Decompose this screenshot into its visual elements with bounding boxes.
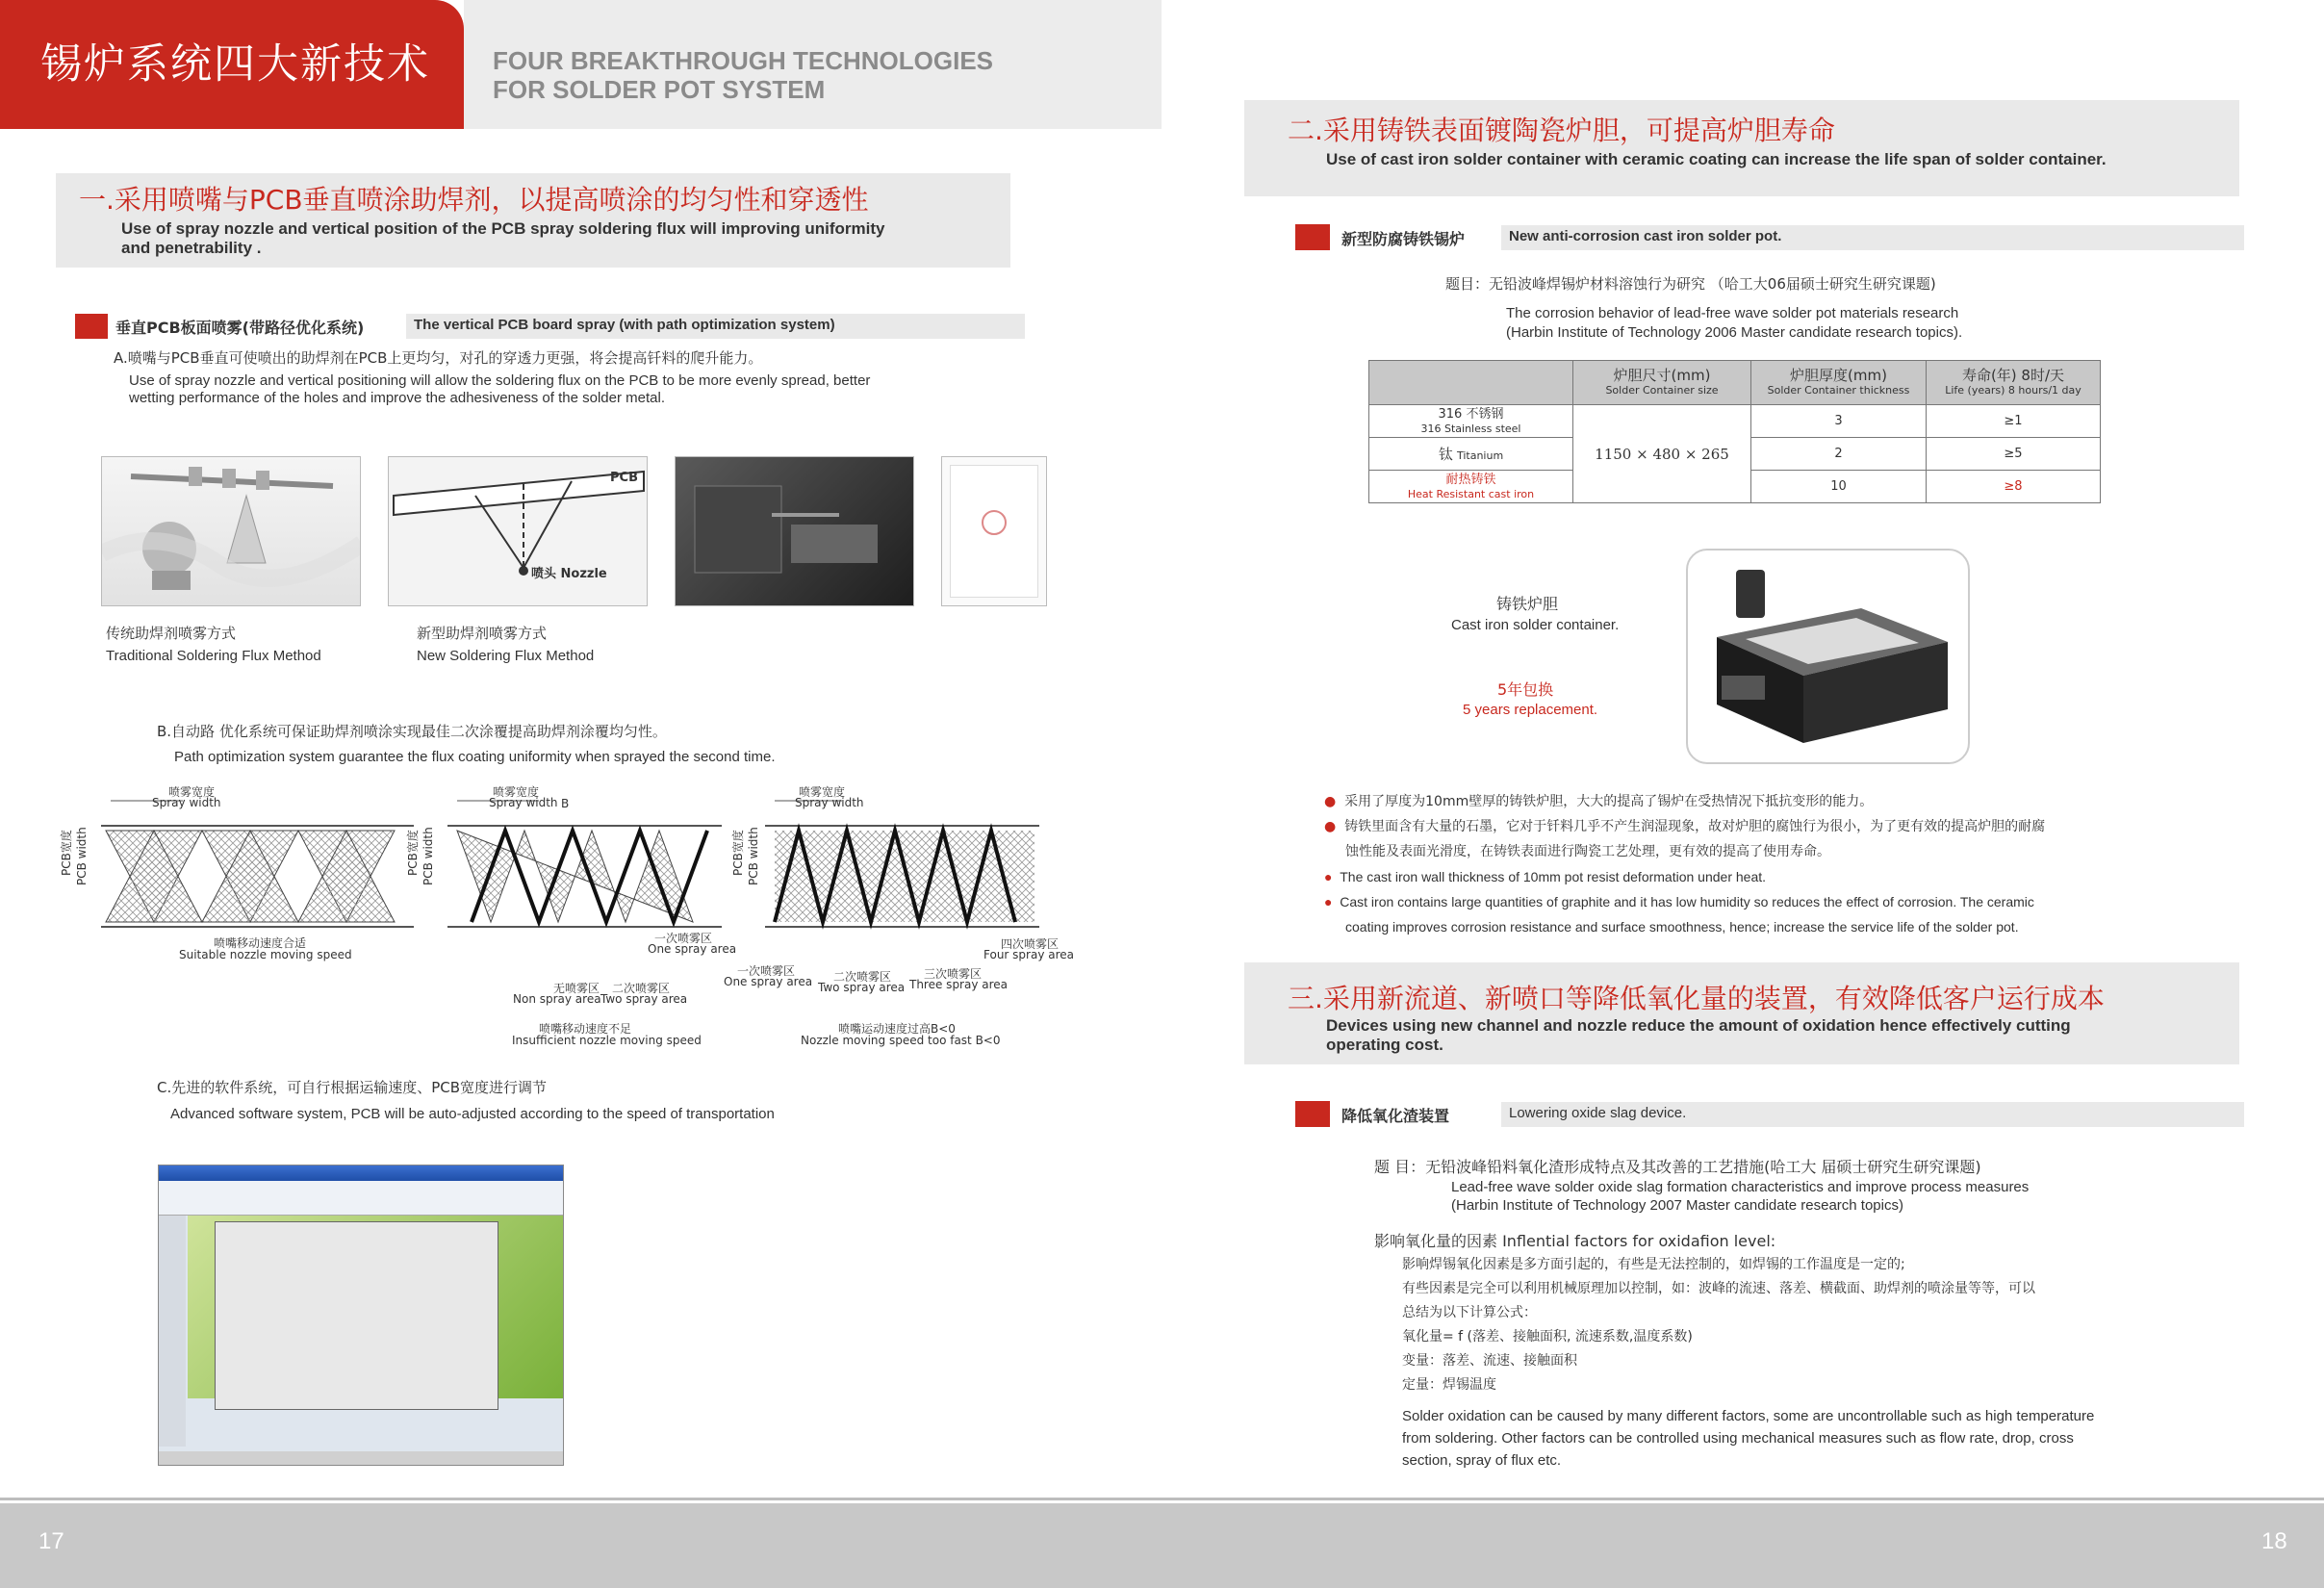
table-header-material	[1369, 361, 1573, 405]
row2-life: ≥5	[1927, 438, 2101, 471]
d3-two-spray-en: Two spray area	[818, 981, 906, 994]
d1-pcb-width-cn: PCB宽度	[60, 830, 73, 876]
footer-band	[0, 1503, 2324, 1588]
table-header-life	[1927, 361, 2101, 405]
table-header-size	[1573, 361, 1751, 405]
factor-line: 氧化量= f (落差、接触面积, 流速系数,温度系数)	[1402, 1329, 1693, 1345]
d2-caption-cn: 喷嘴移动速度不足	[539, 1022, 632, 1036]
page-title-en-line2: FOR SOLDER POT SYSTEM	[493, 75, 826, 104]
replacement-cn: 5年包换	[1497, 680, 1554, 699]
d3-pcb-width-cn: PCB宽度	[731, 830, 745, 876]
certificate-seal	[982, 510, 1007, 535]
patent-certificate-image	[941, 456, 1047, 606]
row3-material-cn: 耐热铸铁	[1445, 472, 1496, 487]
replacement-en: 5 years replacement.	[1463, 702, 1598, 718]
subsection-2-title-cn: 新型防腐铸铁锡炉	[1341, 230, 1466, 248]
size-header-en: Solder Container size	[1605, 383, 1719, 397]
section-2-heading: 二.采用铸铁表面镀陶瓷炉胆，可提高炉胆寿命	[1288, 115, 1835, 146]
bullet-text-3: 蚀性能及表面光滑度，在铸铁表面进行陶瓷工艺处理，更有效的提高了使用寿命。	[1345, 844, 1830, 859]
software-titlebar	[159, 1165, 563, 1181]
subsection-1-marker	[75, 314, 108, 339]
section-1-en-line2: and penetrability .	[121, 239, 262, 257]
subsection-1-title-en: The vertical PCB board spray (with path optimization system)	[414, 317, 835, 333]
software-statusbar	[159, 1451, 563, 1465]
d2-non-spray-cn: 无喷雾区	[553, 982, 600, 995]
bullet-text-1: 采用了厚度为10mm壁厚的铸铁炉胆，大大的提高了锡炉在受热情况下抵抗变形的能力。	[1344, 794, 1874, 809]
d1-spray-width-cn: 喷雾宽度	[168, 785, 216, 799]
size-header-cn: 炉胆尺寸(mm)	[1613, 366, 1711, 384]
subsection-2-marker	[1295, 224, 1330, 250]
d3-caption-cn: 喷嘴运动速度过高B<0	[838, 1022, 956, 1036]
d2-non-spray-en: Non spray area	[513, 992, 601, 1006]
d3-two-spray-cn: 二次喷雾区	[833, 970, 892, 984]
software-toolbar	[159, 1181, 563, 1216]
page-title-en-line1: FOUR BREAKTHROUGH TECHNOLOGIES	[493, 46, 993, 75]
d3-four-spray-cn: 四次喷雾区	[1001, 937, 1060, 951]
d3-spray-width-en: Spray width	[795, 796, 864, 809]
section-1-en-line1: Use of spray nozzle and vertical position of the PCB spray soldering flux will improving uniformity	[121, 219, 885, 238]
point-c-cn: C.先进的软件系统，可自行根据运输速度、PCB宽度进行调节	[157, 1079, 548, 1096]
section-2-en: Use of cast iron solder container with ceramic coating can increase the life span of solder container.	[1326, 150, 2107, 168]
new-caption-en: New Soldering Flux Method	[417, 648, 595, 664]
oxidation-paragraph-line3: section, spray of flux etc.	[1402, 1452, 1562, 1469]
section-3-en-line2: operating cost.	[1326, 1036, 1443, 1054]
subsection-3-title-en: Lowering oxide slag device.	[1509, 1105, 1687, 1121]
d1-caption-cn: 喷嘴移动速度合适	[214, 936, 307, 950]
new-caption-cn: 新型助焊剂喷雾方式	[417, 625, 548, 642]
point-b-cn: B.自动路 优化系统可保证助焊剂喷涂实现最佳二次涂覆提高助焊剂涂覆均匀性。	[157, 723, 667, 740]
traditional-caption-cn: 传统助焊剂喷雾方式	[106, 625, 237, 642]
section-1-heading: 一.采用喷嘴与PCB垂直喷涂助焊剂，以提高喷涂的均匀性和穿透性	[79, 184, 869, 216]
topic-cn: 题目：无铅波峰焊锡炉材料溶蚀行为研究 （哈工大06届硕士研究生研究课题)	[1445, 275, 1936, 293]
point-b-en: Path optimization system guarantee the flux coating uniformity when sprayed the second time.	[174, 749, 776, 765]
table-row	[1369, 405, 2101, 438]
traditional-spray-image	[101, 456, 361, 606]
material-table	[1368, 360, 2101, 503]
life-header-en: Life (years) 8 hours/1 day	[1945, 383, 2081, 397]
list-item	[1324, 864, 2238, 889]
factor-line: 定量：焊锡温度	[1402, 1377, 1496, 1393]
oxidation-paragraph-line1: Solder oxidation can be caused by many different factors, some are uncontrollable such as high temperature	[1402, 1408, 2095, 1424]
software-dialog	[215, 1221, 498, 1410]
d2-two-spray-cn: 二次喷雾区	[612, 982, 671, 995]
topic-en-line2: (Harbin Institute of Technology 2006 Master candidate research topics).	[1506, 324, 1963, 341]
subsection-2-title-en: New anti-corrosion cast iron solder pot.	[1509, 228, 1782, 244]
feature-list	[1324, 789, 2238, 939]
d3-spray-width-cn: 喷雾宽度	[799, 785, 846, 799]
d2-two-spray-en: Two spray area	[600, 992, 688, 1006]
topic3-cn: 题 目：无铅波峰铅料氧化渣形成特点及其改善的工艺措施(哈工大 届硕士研究生研究课题)	[1374, 1158, 1981, 1176]
d3-one-spray-cn: 一次喷雾区	[737, 964, 796, 978]
new-spray-image	[388, 456, 648, 606]
certificate-paper	[950, 465, 1038, 598]
topic3-en-line2: (Harbin Institute of Technology 2007 Master candidate research topics)	[1451, 1197, 1903, 1214]
topic3-en-line1: Lead-free wave solder oxide slag formation characteristics and improve process measures	[1451, 1179, 2030, 1195]
machine-photo	[675, 456, 914, 606]
list-item	[1324, 889, 2238, 914]
row1-material-cn: 316 不锈钢	[1438, 406, 1504, 422]
section-3-en-line1: Devices using new channel and nozzle reduce the amount of oxidation hence effectively cutting	[1326, 1016, 2071, 1035]
bullet-text-5: Cast iron contains large quantities of graphite and it has low humidity so reduces the effect of corrosion. The ceramic	[1340, 894, 2034, 909]
list-item	[1324, 814, 2238, 839]
factors-title: 影响氧化量的因素 Inflential factors for oxidafion level:	[1374, 1232, 1776, 1250]
row1-material-en: 316 Stainless steel	[1420, 422, 1521, 435]
row3-material	[1369, 471, 1573, 503]
d2-pcb-width-en: PCB width	[421, 827, 435, 885]
software-screenshot	[158, 1165, 564, 1466]
d2-spray-width-en: Spray width	[489, 796, 558, 809]
factor-line: 总结为以下计算公式：	[1402, 1305, 1537, 1320]
right-page-number: 18	[2261, 1528, 2287, 1554]
nozzle-label: 喷头 Nozzle	[531, 567, 607, 581]
d3-pcb-width-en: PCB width	[747, 827, 760, 885]
factor-line: 变量：落差、流速、接触面积	[1402, 1353, 1577, 1369]
container-caption-cn: 铸铁炉胆	[1496, 595, 1559, 613]
d2-one-spray-en: One spray area	[648, 942, 737, 956]
list-item	[1324, 914, 2238, 939]
footer-line	[0, 1498, 2324, 1500]
row2-material-en: Titanium	[1456, 449, 1504, 462]
bullet-icon: ●	[1324, 869, 1341, 884]
oxidation-paragraph-line2: from soldering. Other factors can be controlled using mechanical measures such as flow rate, drop, cross	[1402, 1430, 2074, 1447]
life-header-cn: 寿命(年) 8时/天	[1961, 366, 2065, 384]
factors-list	[1402, 1253, 2035, 1397]
subsection-3-marker	[1295, 1101, 1330, 1127]
spray-diagram-3	[765, 801, 1039, 927]
page-title-cn: 锡炉系统四大新技术	[0, 0, 464, 129]
row1-thickness: 3	[1751, 405, 1927, 438]
point-c-en: Advanced software system, PCB will be auto-adjusted according to the speed of transportation	[170, 1106, 775, 1122]
thickness-header-en: Solder Container thickness	[1767, 383, 1910, 397]
solder-container-photo	[1686, 549, 1970, 764]
d2-caption-en: Insufficient nozzle moving speed	[512, 1034, 702, 1047]
bullet-icon: ●	[1324, 819, 1345, 834]
point-a-en-line2: wetting performance of the holes and improve the adhesiveness of the solder metal.	[129, 390, 665, 406]
subsection-1-title-cn: 垂直PCB板面喷雾(带路径优化系统)	[115, 319, 365, 337]
list-item	[1324, 839, 2238, 864]
d3-three-spray-en: Three spray area	[909, 978, 1009, 991]
factor-line: 有些因素是完全可以利用机械原理加以控制，如：波峰的流速、落差、横截面、助焊剂的喷涂量等等，可以	[1402, 1281, 2035, 1296]
traditional-spray-illustration	[102, 457, 361, 606]
d2-b-label: B	[561, 797, 570, 810]
d2-one-spray-cn: 一次喷雾区	[654, 932, 713, 945]
point-a-en-line1: Use of spray nozzle and vertical positioning will allow the soldering flux on the PCB to be more evenly spread, better	[129, 372, 871, 389]
row3-material-en: Heat Resistant cast iron	[1407, 487, 1535, 500]
section-3-heading: 三.采用新流道、新喷口等降低氧化量的装置，有效降低客户运行成本	[1288, 983, 2105, 1014]
d2-spray-width-cn: 喷雾宽度	[493, 785, 540, 799]
point-a-cn: A.喷嘴与PCB垂直可使喷出的助焊剂在PCB上更均匀，对孔的穿透力更强，将会提高钎料的爬升能力。	[114, 349, 763, 367]
container-caption-en: Cast iron solder container.	[1451, 617, 1620, 633]
bullet-icon: ●	[1324, 894, 1341, 909]
table-header-row	[1369, 361, 2101, 405]
size-cell: 1150 × 480 × 265	[1573, 405, 1751, 503]
d3-four-spray-en: Four spray area	[983, 948, 1075, 961]
d3-caption-en: Nozzle moving speed too fast B<0	[801, 1034, 1001, 1047]
row2-material-cn: 钛	[1438, 446, 1453, 463]
row2-material	[1369, 438, 1573, 471]
row3-life: ≥8	[1927, 471, 2101, 503]
machine-photo-illustration	[676, 457, 914, 606]
pcb-label: PCB	[610, 471, 638, 485]
left-page-number: 17	[38, 1528, 64, 1554]
solder-container-illustration	[1688, 551, 1968, 762]
bullet-text-2: 铸铁里面含有大量的石墨，它对于钎料几乎不产生润湿现象，故对炉胆的腐蚀行为很小，为了更有效的提高炉胆的耐腐	[1344, 819, 2046, 834]
bullet-text-6: coating improves corrosion resistance and surface smoothness, hence; increase the service life of the solder pot.	[1345, 919, 2019, 935]
row1-material	[1369, 405, 1573, 438]
row2-thickness: 2	[1751, 438, 1927, 471]
d2-pcb-width-cn: PCB宽度	[406, 830, 420, 876]
list-item	[1324, 789, 2238, 814]
d1-caption-en: Suitable nozzle moving speed	[179, 948, 352, 961]
traditional-caption-en: Traditional Soldering Flux Method	[106, 648, 321, 664]
row3-thickness: 10	[1751, 471, 1927, 503]
spray-diagram-2	[447, 801, 722, 927]
row1-life: ≥1	[1927, 405, 2101, 438]
oxidation-paragraph	[1402, 1405, 2094, 1472]
table-header-thickness	[1751, 361, 1927, 405]
d3-one-spray-en: One spray area	[724, 975, 813, 988]
topic-en-line1: The corrosion behavior of lead-free wave solder pot materials research	[1506, 305, 1959, 321]
factor-line: 影响焊锡氧化因素是多方面引起的，有些是无法控制的，如焊锡的工作温度是一定的;	[1402, 1257, 1905, 1272]
spray-diagram-1	[101, 801, 414, 927]
new-spray-illustration	[389, 457, 648, 606]
thickness-header-cn: 炉胆厚度(mm)	[1790, 366, 1887, 384]
d1-pcb-width-en: PCB width	[75, 827, 89, 885]
d1-spray-width-en: Spray width	[152, 796, 221, 809]
spray-diagrams	[67, 778, 1087, 1057]
bullet-text-4: The cast iron wall thickness of 10mm pot resist deformation under heat.	[1340, 869, 1767, 884]
software-sidebar	[159, 1216, 186, 1447]
bullet-icon: ●	[1324, 794, 1345, 809]
page-title-en	[493, 46, 993, 104]
subsection-3-title-cn: 降低氧化渣装置	[1341, 1107, 1450, 1125]
d3-three-spray-cn: 三次喷雾区	[924, 967, 983, 981]
